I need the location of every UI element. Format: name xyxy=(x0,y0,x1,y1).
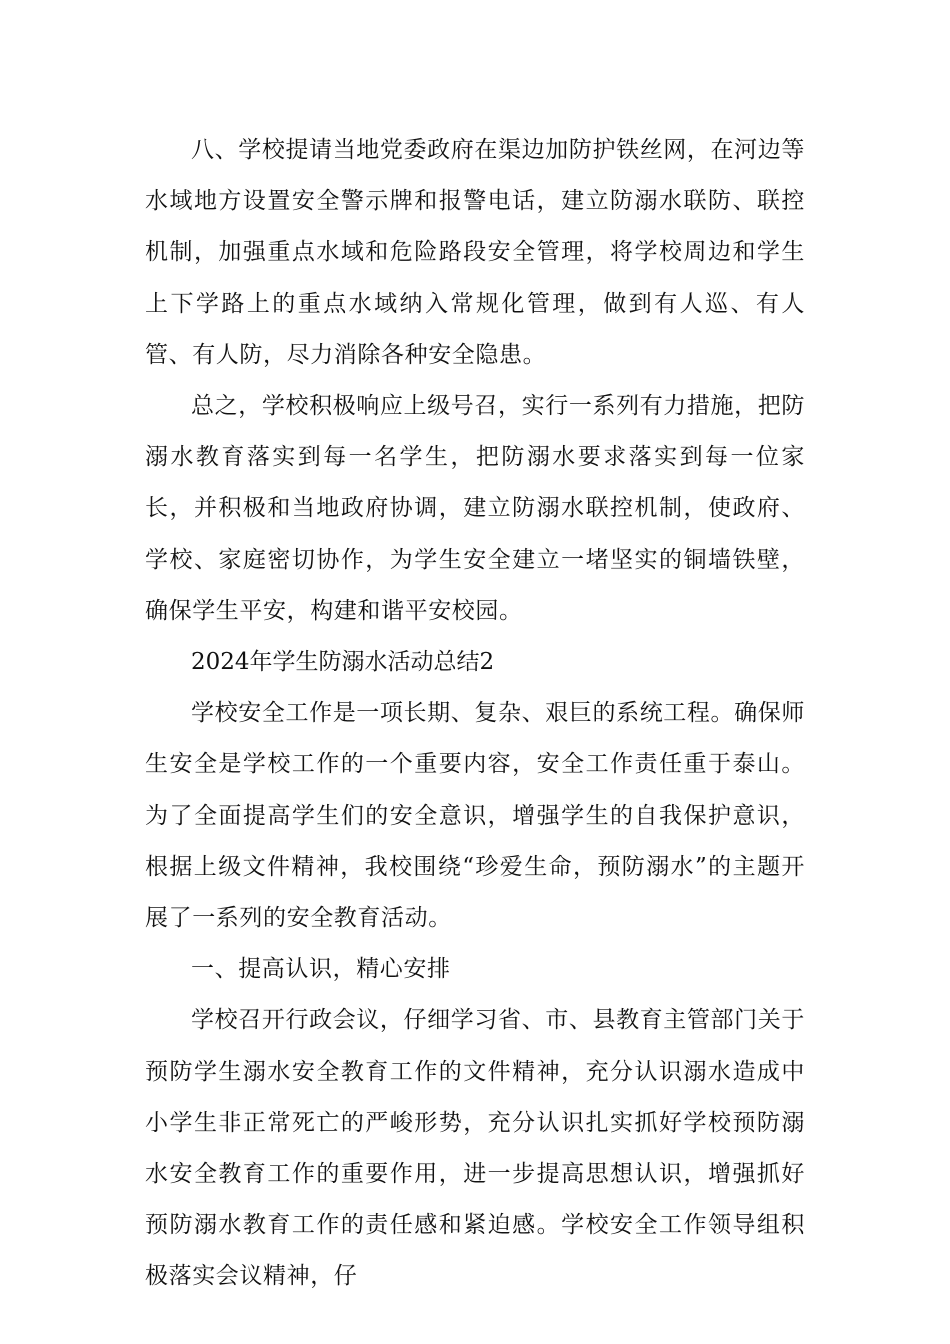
document-body xyxy=(145,125,805,1303)
paragraph-meeting: 学校召开行政会议，仔细学习省、市、县教育主管部门关于预防学生溺水安全教育工作的文件精神，充分认识溺水造成中小学生非正常死亡的严峻形势，充分认识扎实抓好学校预防溺水安全教育工作的重要作用，进一步提高思想认识，增强抓好预防溺水教育工作的责任感和紧迫感。学校安全工作领导组积极落实会议精神，仔 xyxy=(145,1007,805,1290)
paragraph-summary: 总之，学校积极响应上级号召，实行一系列有力措施，把防溺水教育落实到每一名学生，把防溺水要求落实到每一位家长，并积极和当地政府协调，建立防溺水联控机制，使政府、学校、家庭密切协作，为学生安全建立一堵坚实的铜墙铁壁，确保学生平安，构建和谐平安校园。 xyxy=(145,393,805,624)
paragraph-intro: 学校安全工作是一项长期、复杂、艰巨的系统工程。确保师生安全是学校工作的一个重要内容，安全工作责任重于泰山。为了全面提高学生们的安全意识，增强学生的自我保护意识，根据上级文件精神，我校围绕“珍爱生命，预防溺水”的主题开展了一系列的安全教育活动。 xyxy=(145,700,805,932)
section-title: 2024年学生防溺水活动总结2 xyxy=(191,649,495,676)
paragraph-item-8: 八、学校提请当地党委政府在渠边加防护铁丝网，在河边等水域地方设置安全警示牌和报警电话，建立防溺水联防、联控机制，加强重点水域和危险路段安全管理，将学校周边和学生上下学路上的重点水域纳入常规化管理，做到有人巡、有人管、有人防，尽力消除各种安全隐患。 xyxy=(145,137,805,368)
section-subheading: 一、提高认识，精心安排 xyxy=(191,956,451,983)
